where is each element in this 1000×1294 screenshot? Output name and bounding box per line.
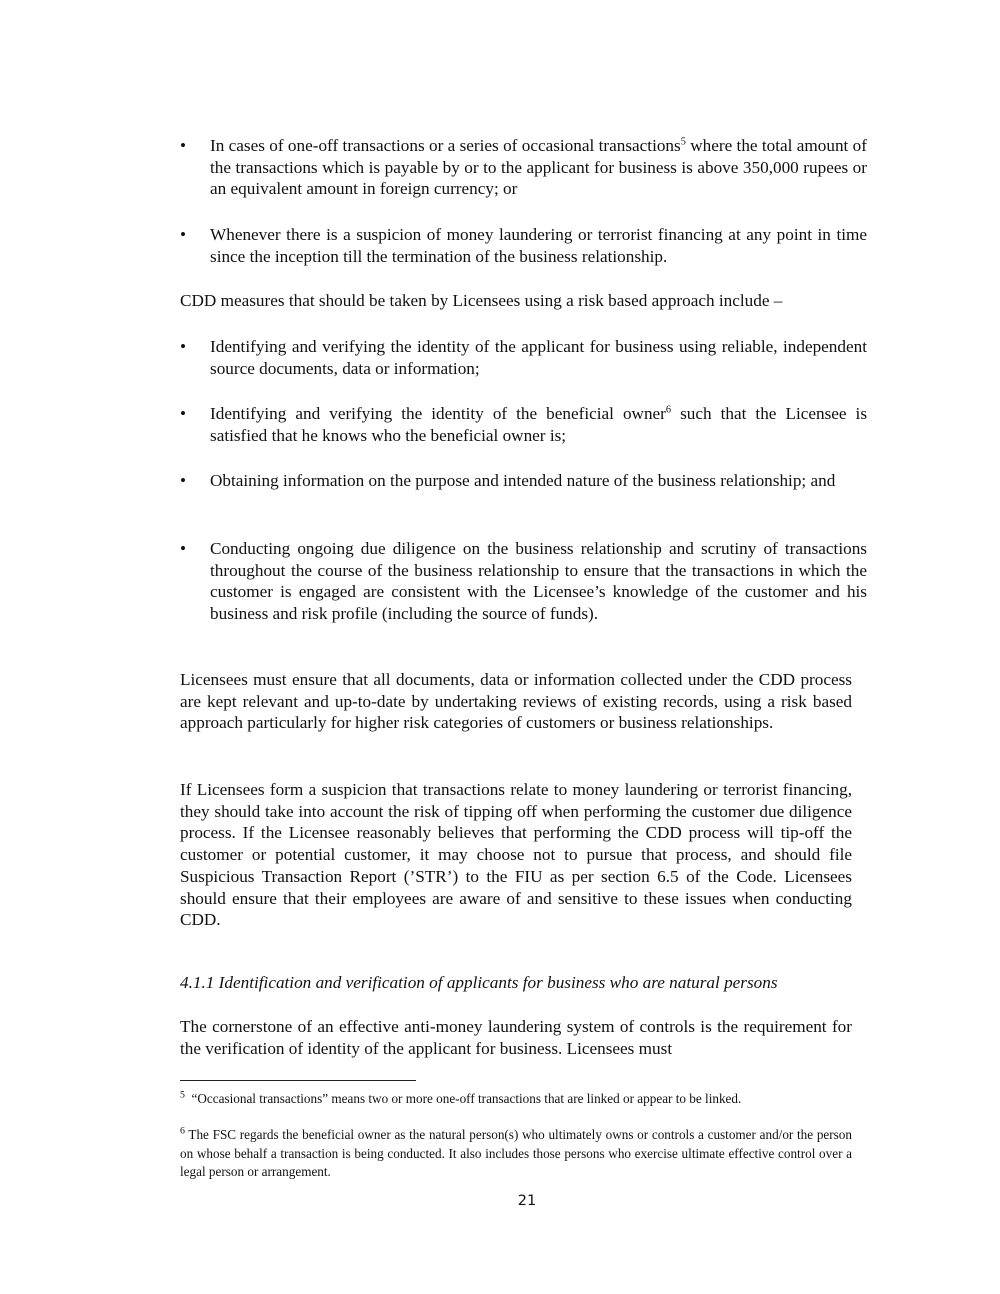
section-heading: 4.1.1 Identification and verification of applicants for business who are natural persons: [180, 973, 778, 992]
footnote-number: 5: [180, 1089, 185, 1101]
list-item-text: Whenever there is a suspicion of money laundering or terrorist financing at any point in time since the inception till the termination of the business relationship.: [210, 225, 867, 266]
cdd-intro-paragraph: CDD measures that should be taken by Licensees using a risk based approach include –: [180, 291, 783, 310]
text-run: such that the Licensee is satisfied that he knows who the beneficial owner is;: [210, 404, 868, 445]
text-run: In cases of one-off transactions or a series of occasional transactions: [210, 136, 681, 155]
footnote-5: [180, 1090, 852, 1109]
list-item-text: [210, 403, 867, 446]
page-number: 21: [517, 1193, 537, 1209]
list-item-text: Conducting ongoing due diligence on the business relationship and scrutiny of transactions throughout the course of the business relationship to ensure that the transactions in which the customer is engaged are consistent with the Licensee’s knowledge of the customer and his business and risk profile (including the source of funds).: [210, 539, 867, 624]
bullet-dot: •: [180, 471, 187, 490]
list-item-text: Obtaining information on the purpose and intended nature of the business relationship; and: [210, 471, 836, 490]
text-run: Identifying and verifying the identity of the beneficial owner: [210, 404, 666, 423]
bullet-dot: •: [180, 225, 187, 244]
footnote-text: The FSC regards the beneficial owner as the natural person(s) who ultimately owns or controls a customer and/or the person on whose behalf a transaction is being conducted. It also includes those persons who exercise ultimate effective control over a legal person or arrangement.: [180, 1127, 852, 1179]
list-item-text: [210, 135, 867, 200]
footnote-6: [180, 1126, 852, 1182]
footnote-separator: [180, 1080, 416, 1081]
footnote-ref-6: 6: [665, 404, 672, 416]
footnote-text: “Occasional transactions” means two or more one-off transactions that are linked or appear to be linked.: [191, 1091, 742, 1106]
cornerstone-paragraph: The cornerstone of an effective anti-money laundering system of controls is the requirement for the verification of identity of the applicant for business. Licensees must: [180, 1017, 852, 1058]
bullet-dot: •: [180, 539, 187, 558]
bullet-dot: •: [180, 404, 187, 423]
bullet-dot: •: [180, 337, 187, 356]
footnote-ref-5: 5: [680, 136, 686, 148]
list-item-text: Identifying and verifying the identity of the applicant for business using reliable, independent source documents, data or information;: [210, 337, 867, 378]
footnote-number: 6: [180, 1125, 185, 1137]
bullet-dot: •: [180, 136, 187, 155]
tipping-off-paragraph: If Licensees form a suspicion that transactions relate to money laundering or terrorist financing, they should take into account the risk of tipping off when performing the customer due diligence process. If the Licensee reasonably believes that performing the CDD process will tip-off the customer or potential customer, it may choose not to pursue that process, and should file Suspicious Transaction Report (’STR’) to the FIU as per section 6.5 of the Code. Licensees should ensure that their employees are aware of and sensitive to these issues when conducting CDD.: [180, 780, 852, 930]
records-paragraph: Licensees must ensure that all documents, data or information collected under the CDD process are kept relevant and up-to-date by undertaking reviews of existing records, using a risk based approach particularly for higher risk categories of customers or business relationships.: [180, 670, 852, 733]
text-run: where the total amount of the transactions which is payable by or to the applicant for business is above 350,000 rupees or an equivalent amount in foreign currency; or: [210, 136, 867, 199]
